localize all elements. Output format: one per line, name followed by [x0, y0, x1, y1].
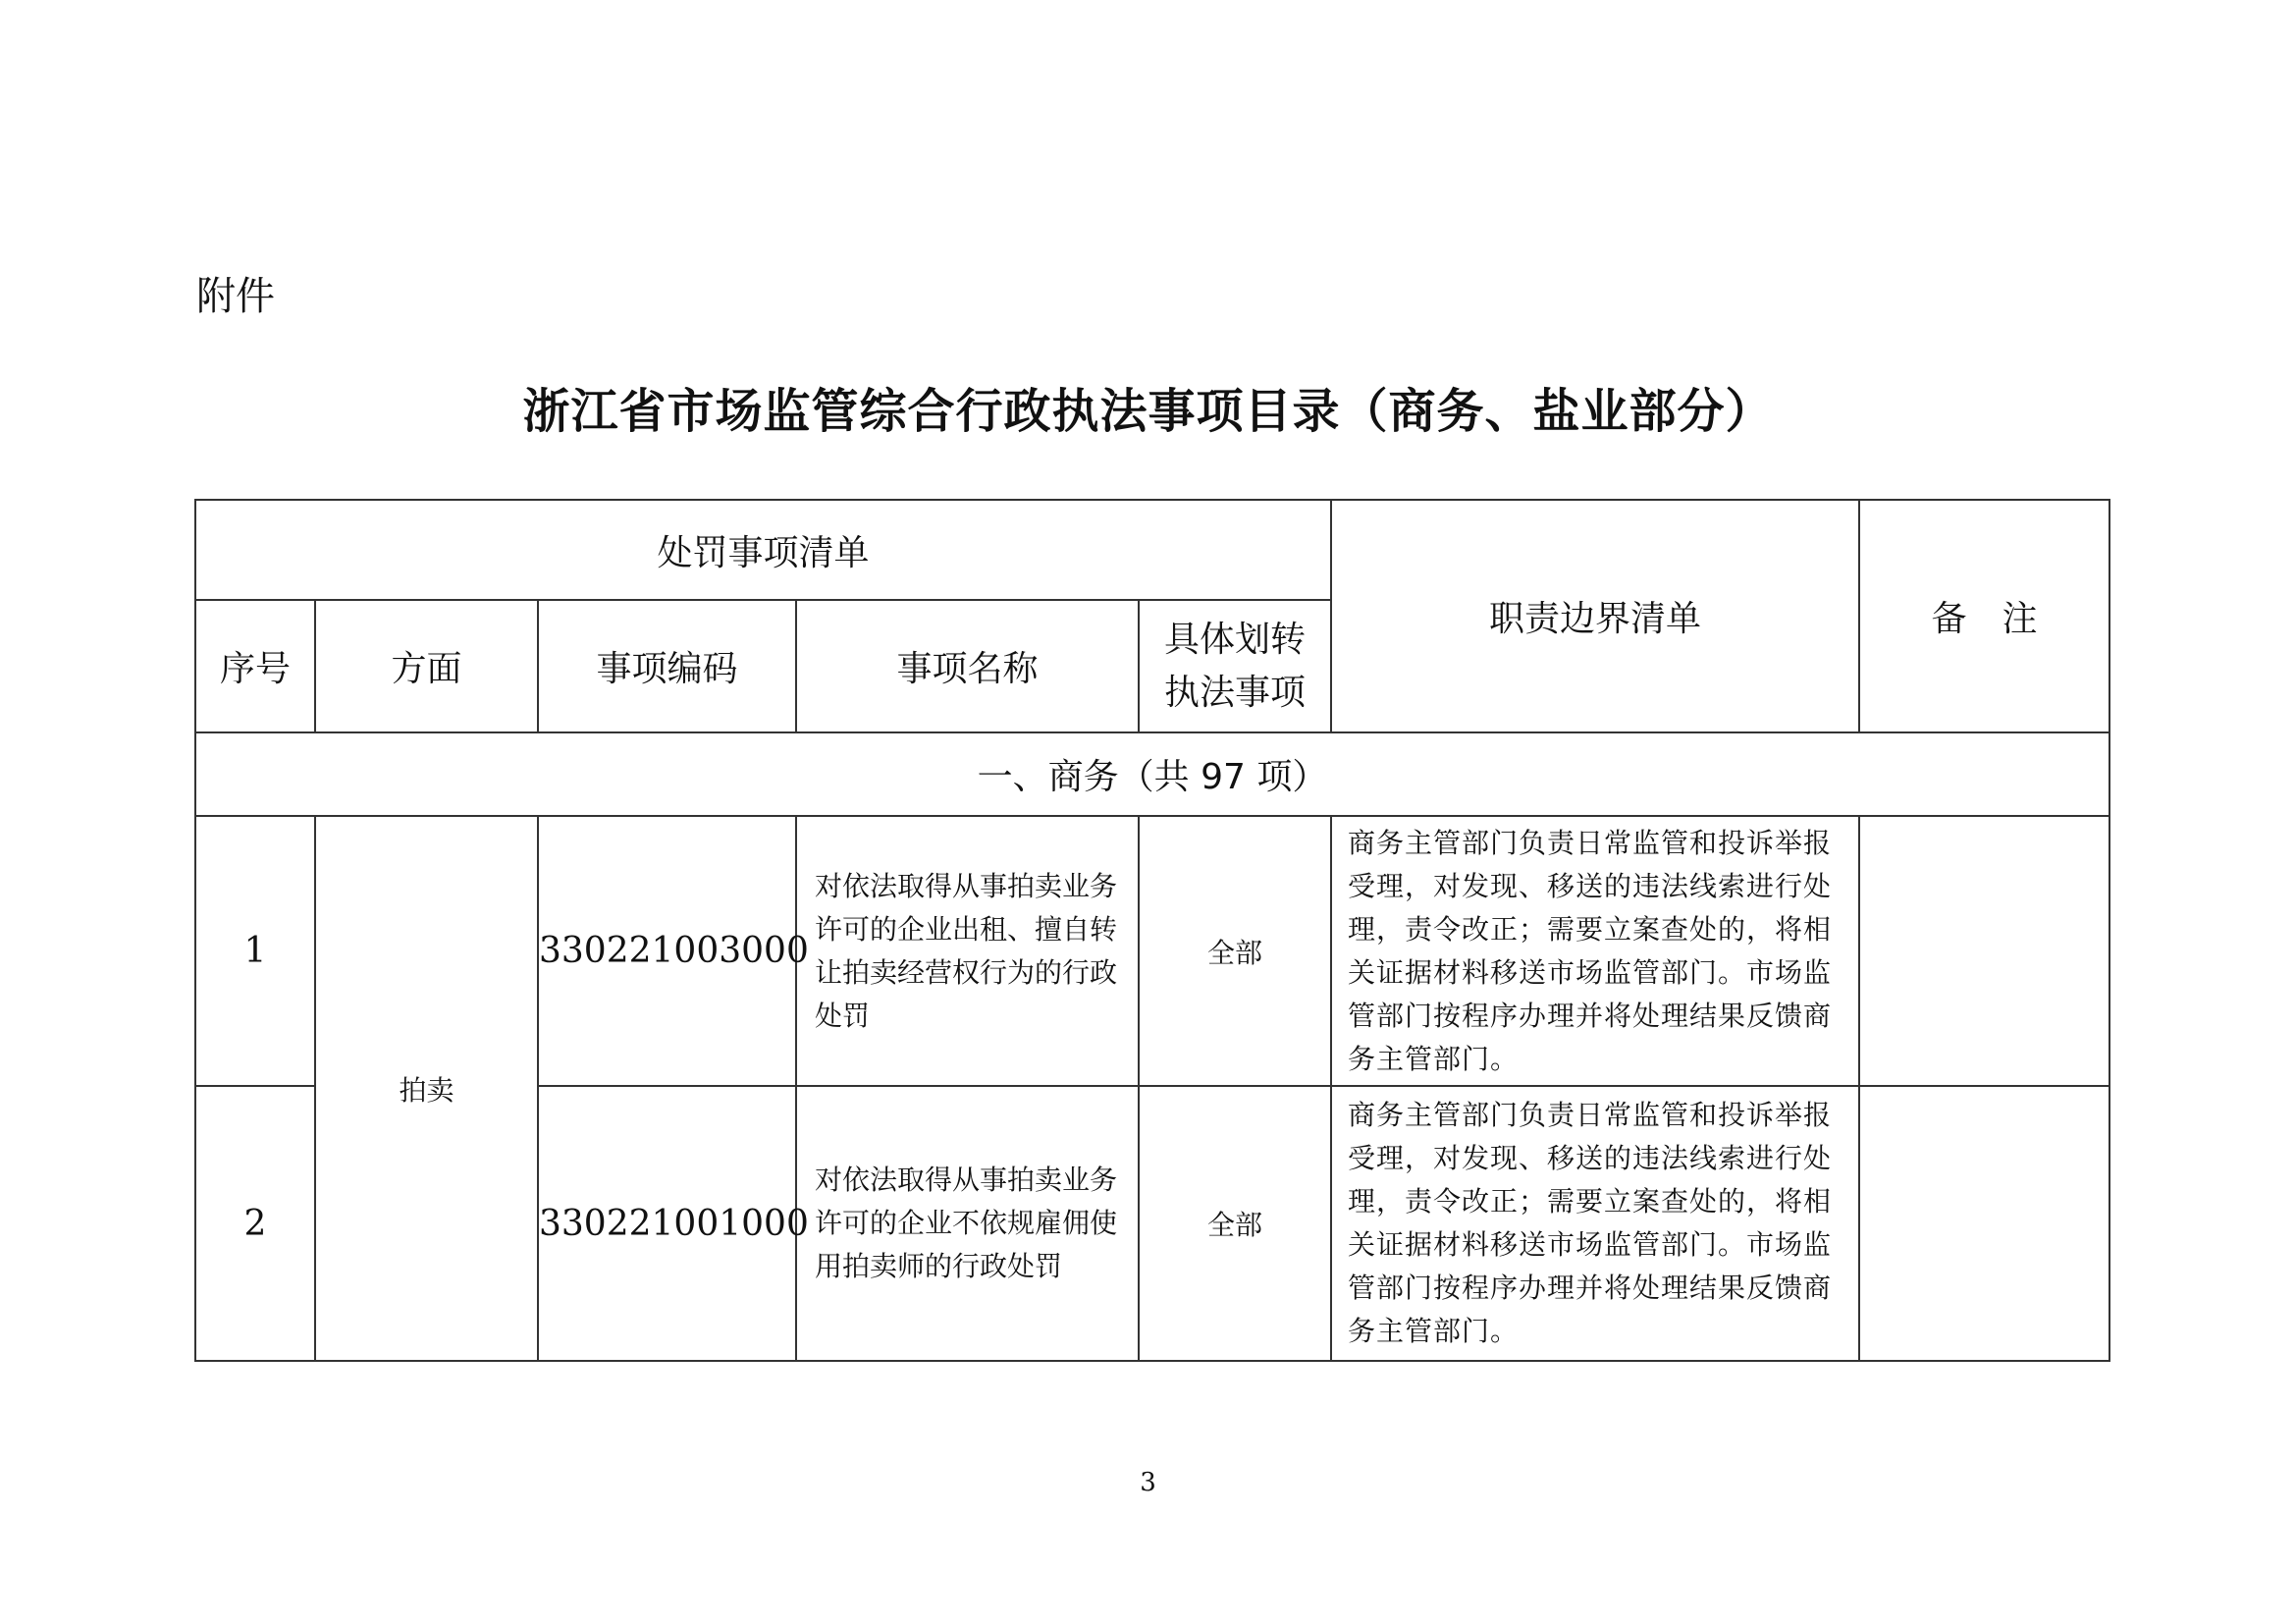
row-number: 2 — [195, 1086, 315, 1361]
enforcement-table — [194, 499, 2110, 1362]
row-name: 对依法取得从事拍卖业务许可的企业不依规雇佣使用拍卖师的行政处罚 — [796, 1086, 1139, 1361]
col-header-aspect: 方面 — [315, 600, 538, 732]
document-title: 浙江省市场监管综合行政执法事项目录（商务、盐业部分） — [522, 384, 1774, 439]
row-duty: 商务主管部门负责日常监管和投诉举报受理，对发现、移送的违法线索进行处理，责令改正；需要立案查处的，将相关证据材料移送市场监管部门。市场监管部门按程序办理并将处理结果反馈商务主管部门。 — [1331, 1086, 1859, 1361]
row-duty: 商务主管部门负责日常监管和投诉举报受理，对发现、移送的违法线索进行处理，责令改正；需要立案查处的，将相关证据材料移送市场监管部门。市场监管部门按程序办理并将处理结果反馈商务主管部门。 — [1331, 816, 1859, 1086]
remarks-header: 备 注 — [1859, 500, 2109, 732]
col-header-name: 事项名称 — [796, 600, 1139, 732]
page-number: 3 — [1140, 1468, 1156, 1497]
row-remark — [1859, 1086, 2109, 1361]
row-scope: 全部 — [1139, 816, 1331, 1086]
col-header-code: 事项编码 — [538, 600, 796, 732]
col-header-scope: 具体划转执法事项 — [1139, 600, 1331, 732]
table-row — [195, 816, 2109, 1086]
col-header-no: 序号 — [195, 600, 315, 732]
row-code: 330221003000 — [538, 816, 796, 1086]
row-name: 对依法取得从事拍卖业务许可的企业出租、擅自转让拍卖经营权行为的行政处罚 — [796, 816, 1139, 1086]
row-code: 330221001000 — [538, 1086, 796, 1361]
row-aspect: 拍卖 — [315, 816, 538, 1361]
row-remark — [1859, 816, 2109, 1086]
row-number: 1 — [195, 816, 315, 1086]
duty-boundary-header: 职责边界清单 — [1331, 500, 1859, 732]
row-scope: 全部 — [1139, 1086, 1331, 1361]
section-heading: 一、商务（共 97 项） — [195, 732, 2109, 816]
penalty-list-header: 处罚事项清单 — [195, 500, 1331, 600]
attachment-label: 附件 — [196, 274, 275, 319]
